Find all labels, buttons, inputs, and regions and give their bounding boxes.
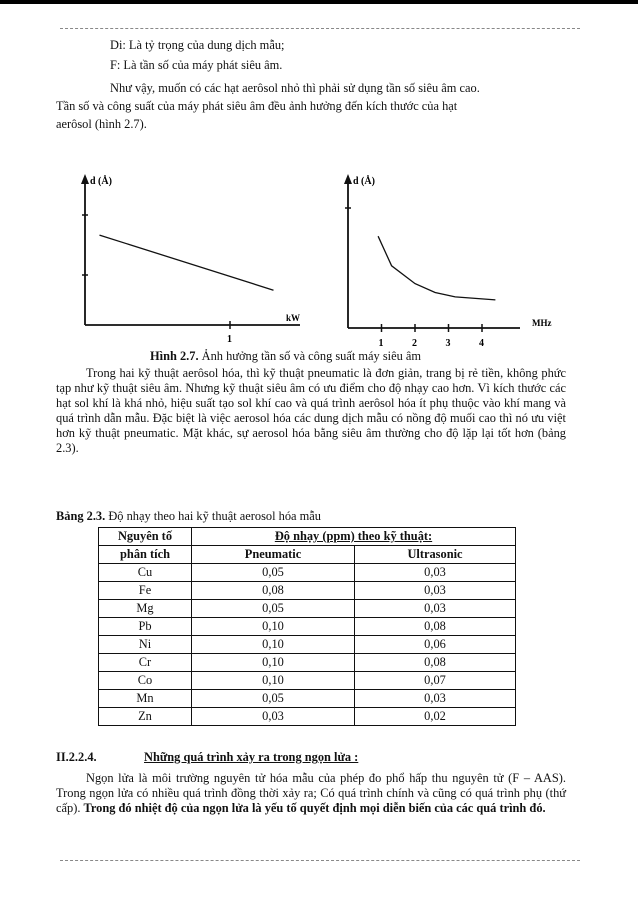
para1-line2: Tần số và công suất của máy phát siêu âm đều ảnh hưởng đến kích thước của hạt xyxy=(56,99,458,113)
table-row xyxy=(99,636,516,654)
right-ylabel: d (Å) xyxy=(353,176,375,187)
table-row xyxy=(99,600,516,618)
table-row xyxy=(99,654,516,672)
header-pneumatic: Pneumatic xyxy=(192,546,355,564)
cell-element: Mg xyxy=(99,600,192,618)
left-xtick-label: 1 xyxy=(227,334,232,345)
figure-2-7 xyxy=(0,160,638,360)
right-xtick-label: 3 xyxy=(445,338,451,349)
section-heading xyxy=(56,750,358,765)
right-chart xyxy=(344,174,552,349)
cell-pneumatic: 0,05 xyxy=(192,564,355,582)
para3-bold-text: Trong đó nhiệt độ của ngọn lửa là yếu tố quyết định mọi diễn biến của các quá trình đó. xyxy=(83,801,546,815)
section-title: Những quá trình xảy ra trong ngọn lửa : xyxy=(144,750,359,764)
cell-ultrasonic: 0,02 xyxy=(355,708,516,726)
header-element-line1: Nguyên tố xyxy=(99,528,192,546)
figure-caption xyxy=(150,349,421,364)
table-row xyxy=(99,708,516,726)
header-group: Độ nhạy (ppm) theo kỹ thuật: xyxy=(192,528,516,546)
right-xlabel: MHz xyxy=(532,318,552,328)
header-rule xyxy=(60,28,580,29)
cell-element: Pb xyxy=(99,618,192,636)
top-border xyxy=(0,0,638,4)
footer-rule xyxy=(60,860,580,861)
left-chart xyxy=(81,174,300,345)
cell-ultrasonic: 0,08 xyxy=(355,618,516,636)
right-xtick-label: 4 xyxy=(479,338,484,349)
header-ultrasonic: Ultrasonic xyxy=(355,546,516,564)
cell-element: Zn xyxy=(99,708,192,726)
cell-element: Cu xyxy=(99,564,192,582)
cell-ultrasonic: 0,03 xyxy=(355,600,516,618)
figure-caption-label: Hình 2.7. xyxy=(150,349,199,363)
table-row xyxy=(99,564,516,582)
table-row xyxy=(99,672,516,690)
line-di: Di: Là tỷ trọng của dung dịch mẫu; xyxy=(110,38,285,52)
left-series-line xyxy=(100,235,274,290)
left-xlabel: kW xyxy=(286,313,301,323)
right-y-arrow xyxy=(344,174,352,184)
para1-line3: aerôsol (hình 2.7). xyxy=(56,117,147,131)
cell-pneumatic: 0,08 xyxy=(192,582,355,600)
para2: Trong hai kỹ thuật aerôsol hóa, thì kỹ thuật pneumatic là đơn giản, trang bị rẻ tiền, không phức tạp như kỹ thuật siêu âm. Nhưng kỹ thuật siêu âm có ưu điểm cho độ nhạy cao hơn. Vì kích thước các hạt sol khí là khá nhỏ, hiệu suất tạo sol khí cao và quá trình aerôsol hóa ít phụ thuộc vào khí mang và quá trình dẫn mẫu. Đặc biệt là việc aerosol hóa các dung dịch mẫu có nồng độ muối cao thì nó ưu việt hơn kỹ thuật pneumatic. Mặt khác, sự aerosol hóa bằng siêu âm thường cho độ lặp lại tốt hơn (bảng 2.3). xyxy=(56,366,566,455)
cell-element: Ni xyxy=(99,636,192,654)
figure-caption-text: Ảnh hưởng tần số và công suất máy siêu âm xyxy=(198,349,422,363)
right-series-curve xyxy=(378,236,495,300)
cell-pneumatic: 0,05 xyxy=(192,600,355,618)
sensitivity-table xyxy=(98,527,516,726)
cell-ultrasonic: 0,03 xyxy=(355,564,516,582)
cell-ultrasonic: 0,07 xyxy=(355,672,516,690)
right-xtick-label: 1 xyxy=(378,338,384,349)
table-row xyxy=(99,618,516,636)
cell-pneumatic: 0,10 xyxy=(192,672,355,690)
cell-pneumatic: 0,10 xyxy=(192,618,355,636)
cell-pneumatic: 0,05 xyxy=(192,690,355,708)
para1-line1: Như vậy, muốn có các hạt aerôsol nhỏ thì phải sử dụng tần số siêu âm cao. xyxy=(110,81,480,95)
table-row xyxy=(99,582,516,600)
cell-element: Mn xyxy=(99,690,192,708)
table-title xyxy=(56,509,321,524)
table-title-label: Bảng 2.3. xyxy=(56,509,106,523)
cell-ultrasonic: 0,06 xyxy=(355,636,516,654)
cell-element: Co xyxy=(99,672,192,690)
cell-element: Cr xyxy=(99,654,192,672)
table-row xyxy=(99,690,516,708)
cell-ultrasonic: 0,08 xyxy=(355,654,516,672)
cell-pneumatic: 0,10 xyxy=(192,654,355,672)
line-f: F: Là tần số của máy phát siêu âm. xyxy=(110,58,283,72)
section-number: II.2.2.4. xyxy=(56,750,97,764)
cell-element: Fe xyxy=(99,582,192,600)
left-y-arrow xyxy=(81,174,89,184)
header-element-line2: phân tích xyxy=(99,546,192,564)
cell-ultrasonic: 0,03 xyxy=(355,582,516,600)
right-xtick-label: 2 xyxy=(412,338,417,349)
para3 xyxy=(56,771,566,816)
table-title-text: Độ nhạy theo hai kỹ thuật aerosol hóa mẫu xyxy=(105,509,321,523)
cell-ultrasonic: 0,03 xyxy=(355,690,516,708)
cell-pneumatic: 0,10 xyxy=(192,636,355,654)
para3-text: Ngọn lửa là môi trường nguyên tử hóa mẫu của phép đo phổ hấp thu nguyên tử (F – AAS). Trong ngọn lửa có nhiều quá trình đồng thời xảy ra; Có quá trình chính và cũng có quá trình phụ (thứ cấp). xyxy=(56,771,566,815)
left-ylabel: d (Å) xyxy=(90,176,112,187)
cell-pneumatic: 0,03 xyxy=(192,708,355,726)
